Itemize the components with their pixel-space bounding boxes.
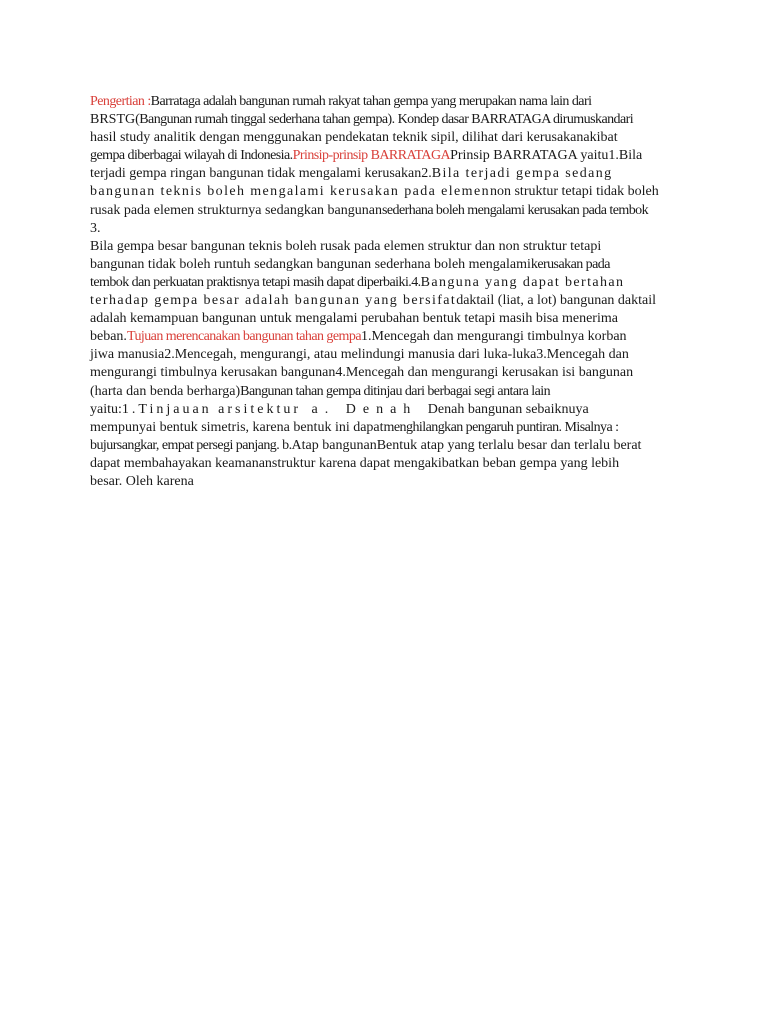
text-line	[90, 183, 680, 201]
text-segment: kerusakan pada	[530, 256, 610, 272]
text-line	[90, 310, 680, 328]
text-segment: BRSTG	[90, 112, 136, 128]
text-segment: 1.Mencegah dan mengurangi timbulnya korban	[361, 329, 627, 345]
text-line	[90, 473, 680, 491]
text-line	[90, 383, 680, 401]
text-line	[90, 455, 680, 473]
text-segment: non struktur tetapi tidak boleh	[489, 184, 659, 200]
text-segment: gempa diberbagai wilayah di Indonesia.	[90, 148, 293, 164]
text-line	[90, 93, 680, 111]
text-line	[90, 220, 680, 238]
text-segment: tembok dan perkuatan praktisnya tetapi masih dapat diperbaiki.4.	[90, 274, 421, 290]
text-segment: Denah bangunan sebaiknuya	[427, 401, 589, 417]
text-segment: Atap bangunan	[291, 437, 377, 453]
text-segment: terhadap gempa besar adalah bangunan yang bersifat	[90, 293, 457, 309]
text-segment: Bangunan tahan gempa ditinjau dari berbagai segi antara lain	[240, 383, 551, 399]
text-segment: terjadi gempa ringan bangunan tidak mengalami kerusakan2.	[90, 166, 432, 182]
text-segment: 1.Tinjauan arsitektur	[121, 401, 302, 417]
text-line	[90, 328, 680, 346]
text-segment: a. Denah	[301, 401, 428, 417]
text-line	[90, 238, 680, 256]
text-line	[90, 147, 680, 165]
text-lines	[90, 93, 680, 491]
text-line	[90, 364, 680, 382]
text-segment: Bila gempa besar bangunan teknis boleh rusak pada elemen struktur dan non struktur tetapi	[90, 238, 602, 254]
text-line	[90, 437, 680, 455]
text-segment: besar. Oleh karena	[90, 473, 194, 489]
text-segment: (Bangunan rumah tinggal sederhana tahan gempa). Kondep dasar BARRATAGA dirumuskandari	[135, 112, 634, 128]
text-segment: Barrataga adalah bangunan rumah rakyat tahan gempa yang merupakan nama lain dari	[150, 94, 592, 109]
text-segment: sederhana boleh mengalami kerusakan pada tembok	[381, 202, 649, 218]
text-line	[90, 346, 680, 364]
text-segment: dapat membahayakan keamanan	[90, 455, 272, 471]
text-line	[90, 129, 680, 147]
text-segment: struktur karena dapat mengakibatkan beban gempa yang lebih	[271, 455, 620, 471]
text-segment: mempunyai bentuk simetris, karena bentuk ini dapat	[90, 419, 384, 435]
text-segment: (harta dan benda berharga)	[90, 383, 241, 399]
text-segment: Banguna yang dapat bertahan	[420, 274, 625, 290]
text-segment: jiwa manusia2.Mencegah, mengurangi, atau melindungi manusia dari luka-luka3.Mencegah dan	[90, 347, 629, 363]
text-line	[90, 274, 680, 292]
text-line	[90, 419, 680, 437]
text-line	[90, 256, 680, 274]
text-segment: bangunan tidak boleh runtuh sedangkan bangunan sederhana boleh mengalami	[90, 256, 531, 272]
section-heading: Tujuan merencanakan bangunan tahan gempa	[126, 329, 361, 345]
text-segment: beban.	[90, 329, 127, 345]
text-segment: rusak pada elemen strukturnya sedangkan bangunan	[90, 202, 382, 218]
text-segment: hasil study analitik dengan menggunakan pendekatan teknik sipil, dilihat dari kerusakanakibat	[90, 130, 618, 146]
text-segment: daktail (liat, a lot) bangunan daktail	[456, 293, 657, 309]
text-segment: Prinsip BARRATAGA yaitu1.Bila	[450, 148, 643, 164]
text-segment: yaitu:	[90, 401, 122, 417]
text-line	[90, 165, 680, 183]
text-line	[90, 292, 680, 310]
text-segment: menghilangkan pengaruh puntiran. Misalnya :	[383, 419, 619, 435]
section-heading: Prinsip-prinsip BARRATAGA	[292, 148, 451, 164]
text-segment: 3.	[90, 220, 101, 236]
text-segment: bangunan teknis boleh mengalami kerusakan pada elemen	[90, 184, 490, 200]
text-segment: Bila terjadi gempa sedang	[431, 166, 613, 182]
text-segment: mengurangi timbulnya kerusakan bangunan4.Mencegah dan mengurangi kerusakan isi bangunan	[90, 365, 634, 381]
text-segment: Bentuk atap yang terlalu besar dan terlalu berat	[376, 437, 642, 453]
text-line	[90, 401, 680, 419]
text-segment: adalah kemampuan bangunan untuk mengalami perubahan bentuk tetapi masih bisa menerima	[90, 311, 618, 327]
section-heading: Pengertian :	[90, 94, 151, 109]
text-line	[90, 202, 680, 220]
document-body	[90, 93, 680, 491]
text-segment: bujursangkar, empat persegi panjang. b.	[90, 437, 292, 453]
text-line	[90, 111, 680, 129]
